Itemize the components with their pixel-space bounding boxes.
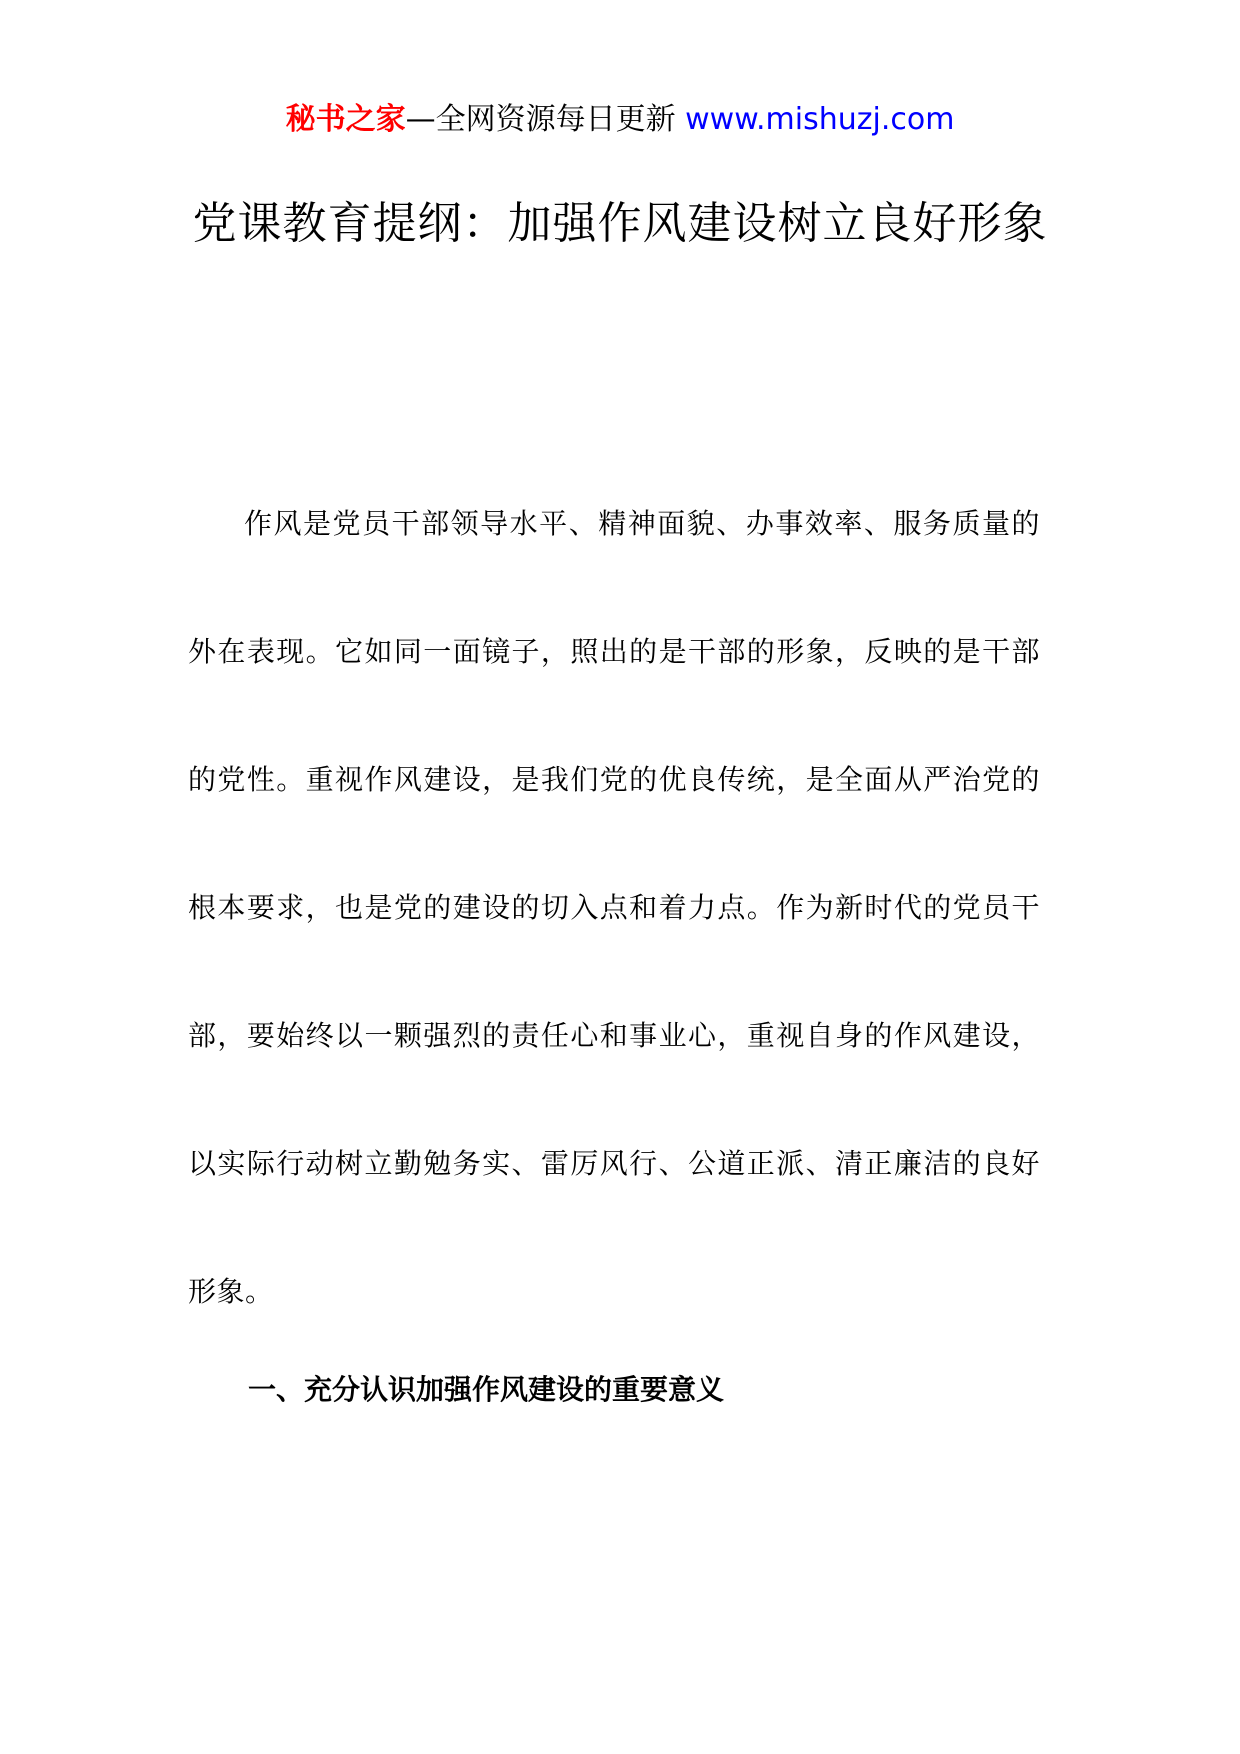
- header-slogan: —全网资源每日更新: [405, 102, 686, 137]
- intro-paragraph: 作风是党员干部领导水平、精神面貌、办事效率、服务质量的外在表现。它如同一面镜子，照出的是干部的形象，反映的是干部的党性。重视作风建设，是我们党的优良传统，是全面从严治党的根本要求，也是党的建设的切入点和着力点。作为新时代的党员干部，要始终以一颗强烈的责任心和事业心，重视自身的作风建设，以实际行动树立勤勉务实、雷厉风行、公道正派、清正廉洁的良好形象。: [188, 507, 1040, 1308]
- site-url-link[interactable]: www.mishuzj.com: [685, 102, 955, 137]
- brand-name: 秘书之家: [285, 102, 406, 137]
- section-heading: 一、充分认识加强作风建设的重要意义: [248, 1373, 725, 1406]
- site-header: [0, 100, 1240, 140]
- document-title: 党课教育提纲：加强作风建设树立良好形象: [192, 198, 1048, 249]
